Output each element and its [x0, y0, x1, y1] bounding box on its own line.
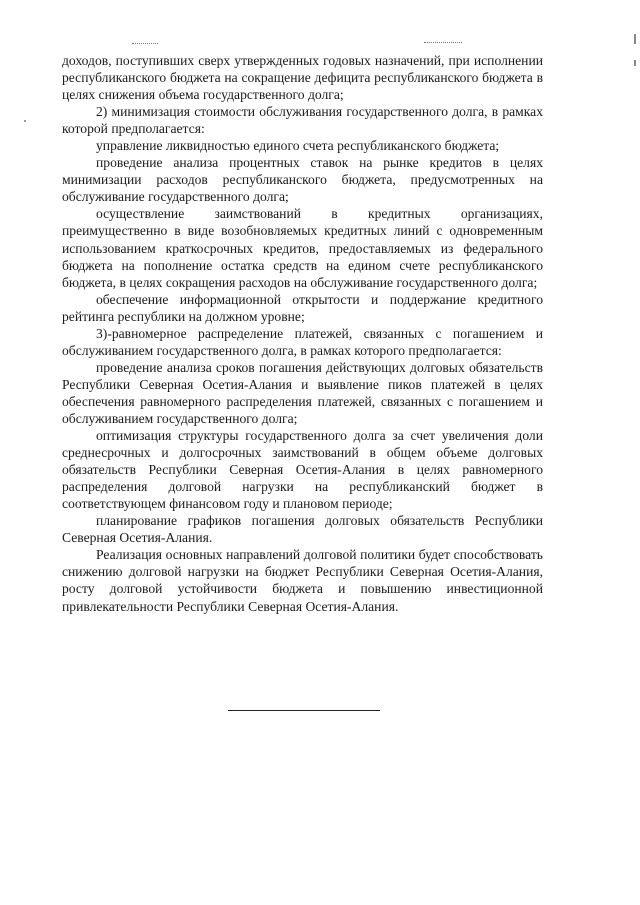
- paragraph-conclusion: Реализация основных направлений долговой политики будет способствовать снижению долговой нагрузки на бюджет Республики Северная Осетия-Алания, росту долговой устойчивости бюджета и повышению инвестиционной привлекательности Республики Северная Осетия-Алания.: [62, 547, 543, 614]
- scan-edge-mark-lower: [634, 60, 636, 66]
- scan-artifact-left: [132, 43, 158, 44]
- paragraph-payment-distribution: 3)-равномерное распределение платежей, связанных с погашением и обслуживанием государственного долга, в рамках которого предполагается:: [62, 325, 543, 358]
- document-end-rule: [228, 710, 380, 711]
- paragraph-repayment-planning: планирование графиков погашения долговых обязательств Республики Северная Осетия-Алания.: [62, 513, 543, 546]
- scan-edge-mark: [634, 34, 636, 44]
- scan-artifact-right: [424, 42, 462, 43]
- paragraph-rate-analysis: проведение анализа процентных ставок на рынке кредитов в целях минимизации расходов республиканского бюджета, предусмотренных на обслуживание государственного долга;: [62, 155, 543, 205]
- paragraph-cost-minimization: 2) минимизация стоимости обслуживания государственного долга, в рамках которой предполагается:: [62, 104, 543, 137]
- paragraph-debt-reduction: доходов, поступивших сверх утвержденных годовых назначений, при исполнении республиканского бюджета на сокращение дефицита республиканского бюджета в целях снижения объема государственного долга;: [62, 53, 543, 103]
- paragraph-borrowing: осуществление заимствований в кредитных организациях, преимущественно в виде возобновляемых кредитных линий с одновременным использованием краткосрочных кредитов, предоставляемых из федерального бюджета на пополнение остатка средств на едином счете республиканского бюджета, в целях сокращения расходов на обслуживание государственного долга;: [62, 206, 543, 290]
- document-page: [62, 52, 543, 615]
- paragraph-transparency: обеспечение информационной открытости и поддержание кредитного рейтинга республики на должном уровне;: [62, 291, 543, 324]
- scan-margin-dot: [24, 120, 26, 122]
- paragraph-structure-optimization: оптимизация структуры государственного долга за счет увеличения доли среднесрочных и долгосрочных заимствований в общем объеме долговых обязательств Республики Северная Осетия-Алания в целях равномерного распределения долговой нагрузки на республиканский бюджет в соответствующем финансовом году и плановом периоде;: [62, 428, 543, 512]
- paragraph-liquidity-management: управление ликвидностью единого счета республиканского бюджета;: [96, 138, 500, 154]
- paragraph-maturity-analysis: проведение анализа сроков погашения действующих долговых обязательств Республики Северная Осетия-Алания и выявление пиков платежей в целях обеспечения равномерного распределения платежей, связанных с погашением и обслуживанием государственного долга;: [62, 359, 543, 426]
